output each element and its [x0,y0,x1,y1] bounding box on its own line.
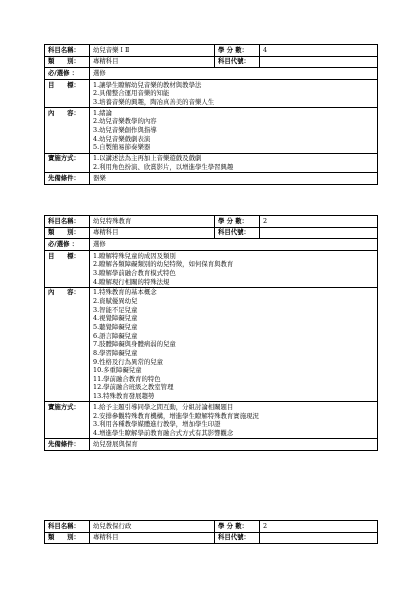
label-code: 科目代號： [215,56,260,68]
content-item: 12.學前融合班級之教室管理 [93,383,174,392]
content-item: 3.幼兒音樂創作與指導 [93,126,157,135]
label-name: 科目名稱： [45,216,90,228]
label-category: 類 別： [45,227,90,239]
method-item: 2.利用角色扮演、欣賞影片，以增進學生學習興趣 [93,162,234,171]
content-item: 9.性格及行為異常的兒童 [93,357,164,366]
goal-item: 3.瞭解學前融合教育模式特色 [93,268,176,277]
course-category: 專精科目 [90,532,215,544]
method-item: 3.利用各種教學媒體進行教學，增加學生印證 [93,420,221,429]
course-code [260,532,378,544]
course-method [90,402,378,439]
method-item: 2.安排參觀特殊教育機構，增進學生瞭解特殊教育實施現況 [93,411,259,420]
label-code: 科目代號： [215,532,260,544]
course-goals [90,80,378,108]
content-item: 4.視覺障礙兒童 [93,314,138,323]
content-item: 10.多重障礙兒童 [93,366,142,375]
course-content [90,287,378,402]
label-goals: 目 標： [45,251,90,288]
method-item: 1.以講述法為主再加上音樂遊戲及戲劇 [93,154,202,163]
label-required: 必/選修 ： [45,68,90,80]
content-item: 3.智能不足兒童 [93,305,138,314]
content-item: 7.肢體障礙與身體病弱的兒童 [93,340,176,349]
goal-item: 3.培養音樂的興趣，陶冶真善美的音樂人生 [93,97,215,106]
content-item: 2.幼兒音樂教學的內容 [93,117,157,126]
content-item: 5.聽覺障礙兒童 [93,322,138,331]
label-prereq: 先備條件： [45,439,90,451]
content-item: 13.特殊教育發展趨勢 [93,392,155,401]
goal-item: 2.瞭解各類障礙類別的幼兒特徵，如何保育與教育 [93,260,234,269]
label-category: 類 別： [45,532,90,544]
goal-item: 2.具備整合運用音樂的知能 [93,89,170,98]
content-item: 1.緒論 [93,108,112,117]
course-credits: 2 [260,216,378,228]
course-required: 選修 [90,68,378,80]
method-item: 4.增進學生瞭解學前教育融合式方式有其影響觀念 [93,428,234,437]
course-name: 幼兒特殊教育 [90,216,215,228]
label-credits: 學 分 數： [215,216,260,228]
label-required: 必/選修 ： [45,239,90,251]
label-prereq: 先備條件： [45,173,90,185]
goal-item: 1.讓學生瞭解幼兒音樂的教材與教學法 [93,80,202,89]
label-credits: 學 分 數： [215,45,260,57]
goal-item: 1.瞭解特殊兒童的成因及類別 [93,251,176,260]
course-credits: 2 [260,521,378,533]
label-code: 科目代號： [215,227,260,239]
content-item: 5.自製簡易節奏樂器 [93,143,151,152]
content-item: 11.學前融合教育的特色 [93,374,161,383]
content-item: 2.資賦優異幼兒 [93,297,138,306]
course-category: 專精科目 [90,56,215,68]
course-category: 專精科目 [90,227,215,239]
course-code [260,56,378,68]
course-table-1 [44,44,378,185]
course-required: 選修 [90,239,378,251]
goal-item: 4.瞭解現行相關的特殊法規 [93,277,170,286]
content-item: 8.學習障礙兒童 [93,348,138,357]
label-content: 內 容： [45,108,90,153]
content-item: 1.特殊教育的基本概念 [93,288,157,297]
content-item: 4.幼兒音樂戲劇表演 [93,134,151,143]
course-method [90,153,378,172]
course-name: 幼兒教保行政 [90,521,215,533]
course-credits: 4 [260,45,378,57]
course-goals [90,251,378,288]
label-goals: 目 標： [45,80,90,108]
course-name: 幼兒音樂ＩⅡ [90,45,215,57]
course-prereq: 器樂 [90,173,378,185]
course-code [260,227,378,239]
label-method: 實施方式： [45,402,90,439]
method-item: 1.給予主題引導同學之間互動，分組討論相關題目 [93,402,234,411]
course-table-3 [44,520,378,544]
label-name: 科目名稱： [45,521,90,533]
course-table-2 [44,215,378,451]
label-credits: 學 分 數： [215,521,260,533]
course-content [90,108,378,153]
content-item: 6.語言障礙兒童 [93,331,138,340]
label-content: 內 容： [45,287,90,402]
course-prereq: 幼兒發展與保育 [90,439,378,451]
label-category: 類 別： [45,56,90,68]
label-method: 實施方式： [45,153,90,172]
label-name: 科目名稱： [45,45,90,57]
